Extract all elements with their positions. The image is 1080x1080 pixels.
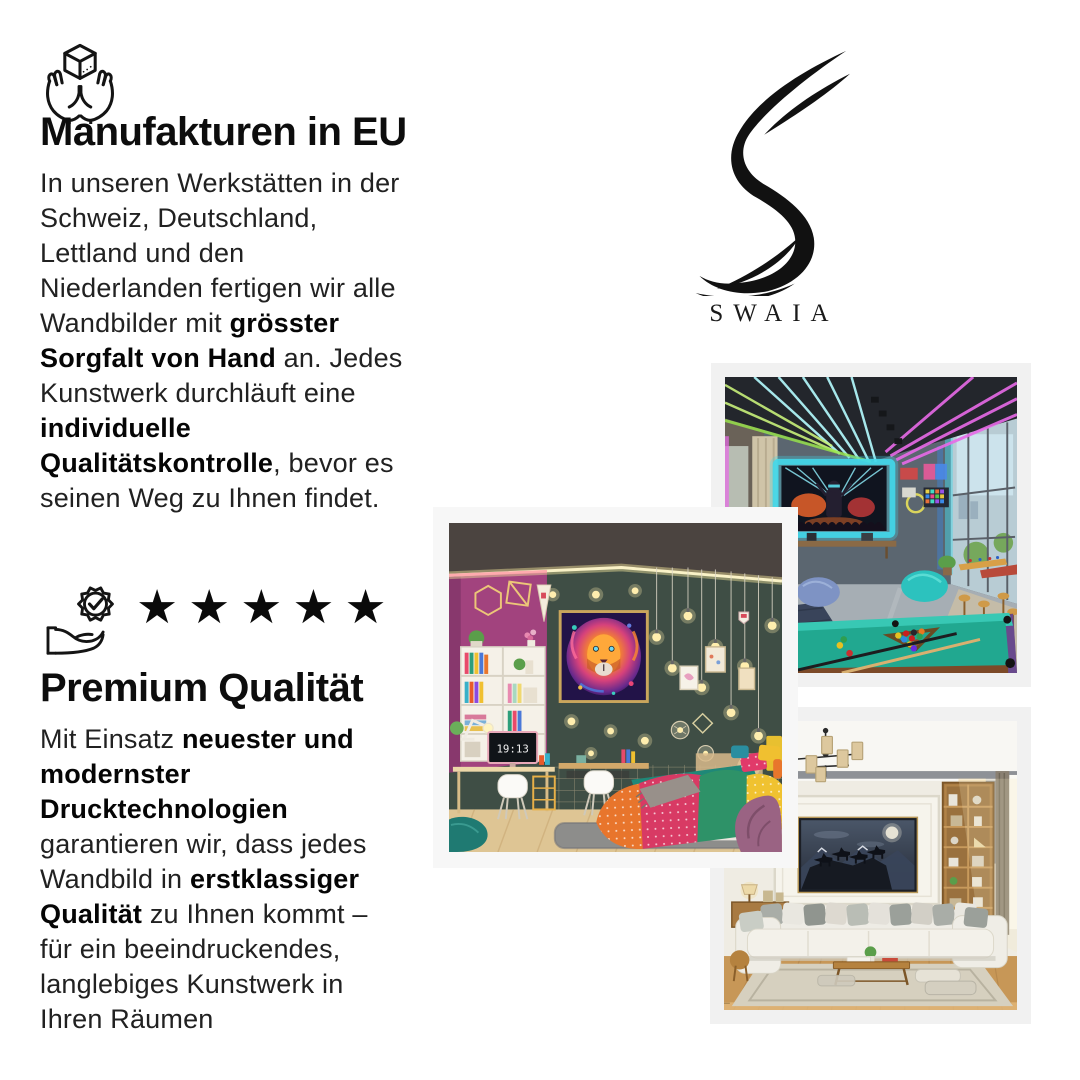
section-quality-paragraph: Mit Einsatz neuester und modernster Drucktechnologien garantieren wir, dass jedes Wandbild in erstklassiger Qualität zu Ihnen kommt – für ein beeindruckendes, langlebiges Kunstwerk in Ihren Räumen <box>40 724 368 1034</box>
five-star-rating: ★★★★★ <box>136 580 397 635</box>
wolf-canvas-artwork <box>798 817 917 892</box>
hand-with-quality-badge-icon <box>36 582 138 660</box>
photo-card-teen-bedroom <box>433 507 798 868</box>
lion-canvas-artwork <box>559 610 649 703</box>
brand-logo <box>676 44 862 334</box>
swaia-s-icon <box>688 46 850 296</box>
section-eu-heading: Manufakturen in EU <box>40 110 407 154</box>
section-quality-heading: Premium Qualität <box>40 666 364 710</box>
pixel-art-poster <box>924 488 949 508</box>
teen-bedroom-illustration <box>449 523 782 852</box>
section-eu-paragraph: In unseren Werkstätten in der Schweiz, Deutschland, Lettland und den Niederlanden fertigen wir alle Wandbilder mit grösster Sorgfalt von Hand an. Jedes Kunstwerk durchläuft eine individuelle Qualitätskontrolle, bevor es seinen Weg zu Ihnen findet. <box>40 168 403 513</box>
teen-bedroom-photo <box>449 523 782 852</box>
brand-wordmark: SWAIA <box>709 300 839 327</box>
monitor-clock: 19:13 <box>496 742 529 756</box>
